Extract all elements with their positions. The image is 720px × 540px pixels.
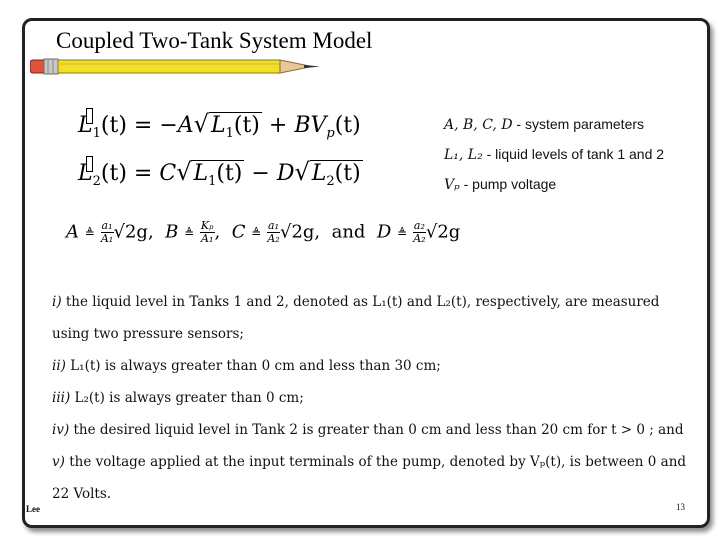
slide-title: Coupled Two-Tank System Model xyxy=(56,28,373,53)
pencil-icon xyxy=(30,56,322,80)
dot-marker xyxy=(86,156,93,172)
parameter-definitions: A ≜ $\frac{\text{a₁}}{\text{A₁}}$ √2g, B ≜ $\frac{\text{Kₚ}}{\text{A₁}}$ , C ≜ $\frac{\text{a₁}}{\text{A₂}}$ √2g, and D ≜ $\frac{\text{a₂}}{\text{A₂}}$ √2g xyxy=(66,219,461,245)
sqrt-icon: √ xyxy=(294,158,310,186)
footer-author: Lee xyxy=(26,504,40,514)
sqrt-icon: √ xyxy=(176,158,192,186)
list-item: iii) L₂(t) is always greater than 0 cm; xyxy=(52,390,304,406)
list-item: i) the liquid level in Tanks 1 and 2, denoted as L₁(t) and L₂(t), respectively, are measured xyxy=(52,294,660,310)
param-line-3: Vₚ - pump voltage xyxy=(444,176,557,193)
dot-marker xyxy=(86,108,93,124)
list-item: v) the voltage applied at the input terminals of the pump, denoted by Vₚ(t), is between 0 and xyxy=(52,454,687,470)
list-item: iv) the desired liquid level in Tank 2 is greater than 0 cm and less than 20 cm for t > 0 ; and xyxy=(52,422,684,438)
list-item: 22 Volts. xyxy=(52,486,112,502)
fraction: $\frac{\text{a₁}}{\text{A₂}}$ xyxy=(267,219,280,245)
list-item: ii) L₁(t) is always greater than 0 cm and less than 30 cm; xyxy=(52,358,441,374)
sqrt-icon: √ xyxy=(193,110,209,138)
fraction: $\frac{\text{a₁}}{\text{A₁}}$ xyxy=(100,219,114,245)
equation-level-1: $L_1(t) = -A√L_1(t) + BV_p(t)$ xyxy=(78,110,361,141)
list-item: using two pressure sensors; xyxy=(52,326,244,342)
eq1-lhs: $L_1(t)$ xyxy=(78,113,127,141)
equation-level-2: $L_2(t) = C√L_1(t) - D√L_2(t)$ xyxy=(78,158,361,189)
eq2-lhs: $L_2(t)$ xyxy=(78,161,127,189)
page-number: 13 xyxy=(676,502,685,512)
conditions-list xyxy=(52,286,687,510)
param-line-1: A, B, C, D - system parameters xyxy=(444,116,645,133)
fraction: $\frac{\text{a₂}}{\text{A₂}}$ xyxy=(413,219,426,245)
param-line-2: L₁, L₂ - liquid levels of tank 1 and 2 xyxy=(444,146,665,163)
fraction: $\frac{\text{Kₚ}}{\text{A₁}}$ xyxy=(200,219,214,245)
